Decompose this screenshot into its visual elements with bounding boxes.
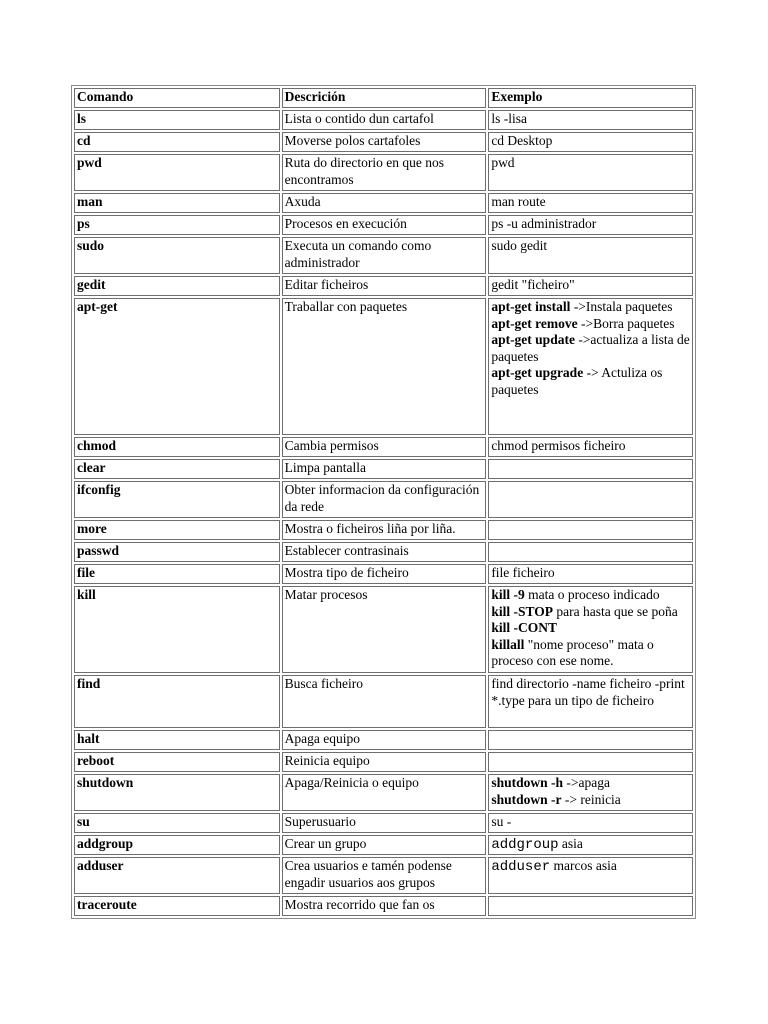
command-cell: more [74, 520, 280, 540]
example-cell [488, 774, 693, 811]
description-cell: Busca ficheiro [282, 675, 487, 728]
command-cell: cd [74, 132, 280, 152]
description-cell: Apaga equipo [282, 730, 487, 750]
table-row [74, 237, 693, 274]
command-cell: passwd [74, 542, 280, 562]
header-example: Exemplo [488, 88, 693, 108]
example-cell [488, 730, 693, 750]
command-cell: gedit [74, 276, 280, 296]
example-cell: pwd [488, 154, 693, 191]
table-row [74, 132, 693, 152]
table-row [74, 520, 693, 540]
example-cell [488, 298, 693, 435]
command-cell: file [74, 564, 280, 584]
example-cell: su - [488, 813, 693, 833]
table-row [74, 586, 693, 673]
table-row [74, 215, 693, 235]
example-bold: shutdown -h [491, 775, 563, 790]
table-row [74, 298, 693, 435]
command-cell: chmod [74, 437, 280, 457]
example-line [491, 775, 690, 792]
example-bold: kill -9 [491, 587, 525, 602]
table-row [74, 276, 693, 296]
example-text: para hasta que se poña [552, 603, 678, 619]
example-bold: kill -STOP [491, 603, 553, 619]
header-command: Comando [74, 88, 280, 108]
example-cell: gedit "ficheiro" [488, 276, 693, 296]
description-cell: Mostra o ficheiros liña por liña. [282, 520, 487, 540]
example-text: find directorio -name ficheiro -print [491, 676, 685, 691]
example-text: ->Instala paquetes [570, 299, 673, 314]
description-cell: Obter informacion da configuración da rede [282, 481, 487, 518]
header-description: Descrición [282, 88, 487, 108]
example-line [491, 316, 690, 333]
command-cell: kill [74, 586, 280, 673]
example-cell [488, 520, 693, 540]
example-bold: apt-get update [491, 332, 575, 347]
example-text: marcos asia [550, 858, 617, 873]
description-cell: Crear un grupo [282, 835, 487, 855]
command-cell: halt [74, 730, 280, 750]
table-row [74, 437, 693, 457]
command-cell: traceroute [74, 896, 280, 916]
example-cell [488, 857, 693, 894]
example-line [491, 365, 690, 398]
example-line [491, 299, 690, 316]
example-text: -> reinicia [561, 791, 621, 807]
table-row [74, 154, 693, 191]
example-cell [488, 459, 693, 479]
command-cell: addgroup [74, 835, 280, 855]
table-row [74, 857, 693, 894]
description-cell: Moverse polos cartafoles [282, 132, 487, 152]
table-row [74, 675, 693, 728]
example-mono: adduser [491, 859, 551, 875]
example-cell: cd Desktop [488, 132, 693, 152]
example-cell [488, 481, 693, 518]
example-bold: apt-get install [491, 299, 571, 314]
table-row [74, 813, 693, 833]
example-text: "nome proceso" mata o proceso con ese nome. [491, 636, 654, 668]
example-text: ->Borra paquetes [577, 315, 675, 331]
example-cell [488, 542, 693, 562]
description-cell: Establecer contrasinais [282, 542, 487, 562]
example-text: *.type para un tipo de ficheiro [491, 692, 655, 708]
example-bold: apt-get remove [491, 315, 578, 331]
description-cell: Apaga/Reinicia o equipo [282, 774, 487, 811]
description-cell: Superusuario [282, 813, 487, 833]
command-cell: ls [74, 110, 280, 130]
description-cell: Crea usuarios e tamén podense engadir usuarios aos grupos [282, 857, 487, 894]
example-bold: kill -CONT [491, 620, 557, 635]
table-header-row [74, 88, 693, 108]
description-cell: Cambia permisos [282, 437, 487, 457]
description-cell: Lista o contido dun cartafol [282, 110, 487, 130]
commands-table [71, 85, 696, 919]
table-row [74, 193, 693, 213]
example-cell [488, 835, 693, 855]
table-row [74, 564, 693, 584]
example-cell [488, 752, 693, 772]
table-row [74, 481, 693, 518]
description-cell: Procesos en execución [282, 215, 487, 235]
command-cell: adduser [74, 857, 280, 894]
table-row [74, 835, 693, 855]
description-cell: Ruta do directorio en que nos encontramos [282, 154, 487, 191]
command-cell: ifconfig [74, 481, 280, 518]
table-row [74, 110, 693, 130]
example-cell: man route [488, 193, 693, 213]
example-cell [488, 896, 693, 916]
command-cell: man [74, 193, 280, 213]
example-text: mata o proceso indicado [524, 587, 660, 602]
example-line [491, 332, 690, 365]
description-cell: Reinicia equipo [282, 752, 487, 772]
example-text: asia [558, 836, 583, 851]
table-row [74, 752, 693, 772]
description-cell: Traballar con paquetes [282, 298, 487, 435]
description-cell: Mostra recorrido que fan os [282, 896, 487, 916]
table-row [74, 774, 693, 811]
command-cell: pwd [74, 154, 280, 191]
example-text: ->actualiza a lista de paquetes [491, 332, 690, 364]
description-cell: Mostra tipo de ficheiro [282, 564, 487, 584]
example-mono: addgroup [491, 837, 559, 853]
description-cell: Executa un comando como administrador [282, 237, 487, 274]
example-cell: ps -u administrador [488, 215, 693, 235]
table-row [74, 730, 693, 750]
command-cell: reboot [74, 752, 280, 772]
example-cell: ls -lisa [488, 110, 693, 130]
example-line [491, 792, 690, 809]
description-cell: Matar procesos [282, 586, 487, 673]
command-cell: shutdown [74, 774, 280, 811]
command-cell: find [74, 675, 280, 728]
example-text: ->apaga [562, 775, 610, 790]
command-cell: sudo [74, 237, 280, 274]
table-row [74, 896, 693, 916]
example-text: -> Actuliza os paquetes [491, 365, 663, 397]
table-row [74, 542, 693, 562]
example-cell: chmod permisos ficheiro [488, 437, 693, 457]
example-bold: shutdown -r [491, 791, 562, 807]
table-row [74, 459, 693, 479]
example-cell [488, 675, 693, 728]
command-cell: apt-get [74, 298, 280, 435]
example-bold: apt-get upgrade [491, 365, 584, 380]
command-cell: su [74, 813, 280, 833]
command-cell: ps [74, 215, 280, 235]
example-cell [488, 586, 693, 673]
example-cell: file ficheiro [488, 564, 693, 584]
description-cell: Axuda [282, 193, 487, 213]
example-cell: sudo gedit [488, 237, 693, 274]
example-bold: killall [491, 636, 525, 652]
description-cell: Editar ficheiros [282, 276, 487, 296]
description-cell: Limpa pantalla [282, 459, 487, 479]
command-cell: clear [74, 459, 280, 479]
